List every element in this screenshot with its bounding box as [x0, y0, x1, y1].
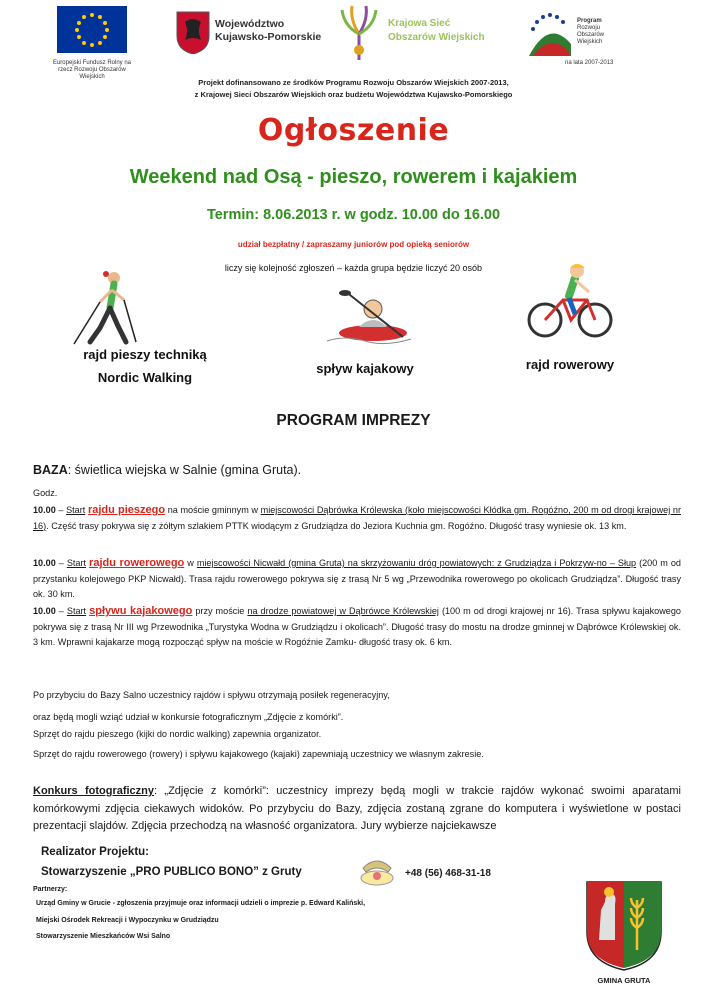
- organizer-name: Stowarzyszenie „PRO PUBLICO BONO” z Gruty: [41, 866, 302, 878]
- region-name-2: Kujawsko-Pomorskie: [215, 31, 322, 43]
- walk-a: na moście gminnym w: [165, 505, 261, 515]
- eu-caption: Europejski Fundusz Rolny na rzecz Rozwoju Obszarów Wiejskich: [52, 60, 132, 80]
- kayak-caption: spływ kajakowy: [316, 361, 414, 376]
- info-line-4: Sprzęt do rajdu rowerowego (rowery) i spływu kajakowego (kajaki) zapewniają uczestnicy we własnym zakresie.: [33, 749, 484, 759]
- region-name-1: Województwo: [215, 18, 285, 30]
- kayak-time: 10.00: [33, 606, 56, 616]
- bike-time: 10.00: [33, 558, 56, 568]
- event-subtitle: Weekend nad Osą - pieszo, rowerem i kajakiem: [129, 166, 578, 188]
- bike-caption: rajd rowerowy: [525, 357, 615, 372]
- prow-caption-1: Program: [577, 18, 602, 24]
- free-note: udział bezpłatny / zapraszamy juniorów pod opieką seniorów: [237, 240, 470, 249]
- nordic-walker-icon: [70, 268, 150, 348]
- info-line-2: oraz będą mogli wziąć udział w konkursie fotograficznym „Zdjęcie z komórki”.: [33, 712, 344, 722]
- cyclist-icon: [525, 262, 615, 342]
- bike-location: miejscowości Nicwałd (gmina Gruta) na skrzyżowaniu dróg powiatowych: z Grudziądza i Pokrzyw-no – Słup: [196, 558, 637, 568]
- prow-emblem-icon: [525, 8, 573, 60]
- bike-b: (200 m od przystanku kolejowego PKP Nicwałd). Trasa rajdu rowerowego pokrywa się z trasą Nr 5 wg „Przewodnika rowerowego po okolicach Grudziądza”. Długość trasy ok. 30 km.: [33, 558, 681, 599]
- walk-location: miejscowości Dąbrówka Królewska (koło miejscowości Kłódka gm. Rogóźno, 200 m od drogi krajowej nr 16): [33, 505, 681, 531]
- region-crest-icon: [175, 10, 211, 54]
- kayak-a: przy moście: [192, 606, 248, 616]
- program-heading: PROGRAM IMPREZY: [276, 412, 431, 429]
- walk-red: rajdu pieszego: [87, 504, 166, 516]
- partner-1: Urząd Gminy w Grucie - zgłoszenia przyjmuje oraz informacji udzieli o imprezie p. Edward Kaliński,: [36, 900, 366, 907]
- program-item-kayak: [33, 604, 681, 651]
- info-line-1: Po przybyciu do Bazy Salno uczestnicy rajdów i spływu otrzymają posiłek regeneracyjny,: [33, 690, 390, 700]
- kayak-icon: [325, 287, 415, 345]
- ksow-logo: [338, 4, 508, 64]
- ksow-name-2: Obszarów Wiejskich: [388, 32, 485, 43]
- order-note: liczy się kolejność zgłoszeń – każda grupa będzie liczyć 20 osób: [224, 263, 483, 273]
- organizer-phone: +48 (56) 468-31-18: [405, 868, 491, 879]
- funding-note: [0, 77, 707, 101]
- info-line-3: Sprzęt do rajdu pieszego (kijki do nordic walking) zapewnia organizator.: [33, 729, 322, 739]
- walk-start: Start: [66, 505, 86, 515]
- base-text: : świetlica wiejska w Salnie (gmina Gruta).: [67, 463, 302, 477]
- partner-3: Stowarzyszenie Mieszkańców Wsi Salno: [36, 933, 171, 940]
- ksow-plant-icon: [338, 4, 380, 62]
- prow-caption-2: Rozwoju: [577, 25, 601, 31]
- bike-dash: –: [55, 558, 67, 568]
- gmina-gruta-crest-icon: [585, 880, 663, 972]
- base-info: [33, 463, 301, 477]
- prow-caption-4: Wiejskich: [577, 39, 603, 45]
- bike-red: rajdu rowerowego: [89, 557, 185, 569]
- walk-time: 10.00: [33, 505, 56, 515]
- program-item-walk: [33, 503, 681, 534]
- kayak-location: na drodze powiatowej w Dąbrówce Królewskiej: [247, 606, 439, 616]
- godz-label: Godz.: [33, 488, 58, 498]
- prow-caption-3: Obszarów: [577, 32, 605, 38]
- event-date: Termin: 8.06.2013 r. w godz. 10.00 do 16.00: [206, 207, 501, 223]
- walk-caption-2: Nordic Walking: [97, 370, 193, 385]
- photo-contest: [33, 783, 681, 836]
- partners-heading: Partnerzy:: [33, 886, 68, 893]
- telephone-icon: [358, 856, 396, 886]
- walk-caption-1: rajd pieszy techniką: [83, 347, 207, 362]
- kayak-b: (100 m od drogi krajowej nr 16). Trasa spływu kajakowego pokrywa się z trasą Nr III wg Przewodnika „Turystyka Wodna w Grudziądzu i okolicach”. Długość trasy do mostu na drodze gminnej w Dąbrówce Królewskiej ok. 3 km. Wprawni kajakarze mogą rozpocząć spływ na moście w Rogóźnie Zamku- długość trasy ok. 6 km.: [33, 606, 681, 647]
- bike-start: Start: [66, 558, 87, 568]
- bike-a: w: [184, 558, 197, 568]
- walk-b: . Część trasy pokrywa się z żółtym szlakiem PTTK wiodącym z Grudziądza do Jeziora Kuchnia gm. Rogóźno. Długość trasy wyniesie ok. 13 km.: [46, 520, 627, 531]
- program-item-bike: [33, 556, 681, 603]
- organizer-heading: Realizator Projektu:: [41, 846, 149, 858]
- kayak-start: Start: [66, 606, 87, 616]
- crest-caption: GMINA GRUTA: [597, 976, 651, 985]
- funding-line-2: z Krajowej Sieci Obszarów Wiejskich oraz budżetu Województwa Kujawsko-Pomorskiego: [194, 90, 513, 99]
- page-title: Ogłoszenie: [257, 113, 450, 148]
- eu-logo: [52, 6, 132, 80]
- partner-2: Miejski Ośrodek Rekreacji i Wypoczynku w Grudziądzu: [36, 917, 219, 924]
- eu-flag-icon: [57, 6, 127, 53]
- prow-caption-5: na lata 2007-2013: [565, 60, 614, 66]
- ksow-name-1: Krajowa Sieć: [388, 18, 451, 29]
- walk-dash: –: [55, 505, 67, 515]
- prow-logo: [525, 8, 625, 70]
- kayak-red: spływu kajakowego: [89, 605, 193, 617]
- funding-line-1: Projekt dofinansowano ze środków Programu Rozwoju Obszarów Wiejskich 2007-2013,: [198, 78, 509, 87]
- kayak-dash: –: [55, 606, 67, 616]
- base-label: BAZA: [33, 463, 68, 477]
- region-logo: [175, 10, 325, 55]
- contest-label: Konkurs fotograficzny: [33, 785, 155, 797]
- contest-text: : „Zdjęcie z komórki”: uczestnicy imprezy będą mogli w trakcie rajdów wykonać swoimi aparatami komórkowymi zdjęcia ciekawych widoków. Po przybyciu do Bazy, zdjęcia zostaną zgrane do komputera i wyświetlone w postaci prezentacji slajdów. Zdjęcia przechodzą na własność organizatora. Jury wybierze najciekawsze: [33, 785, 681, 832]
